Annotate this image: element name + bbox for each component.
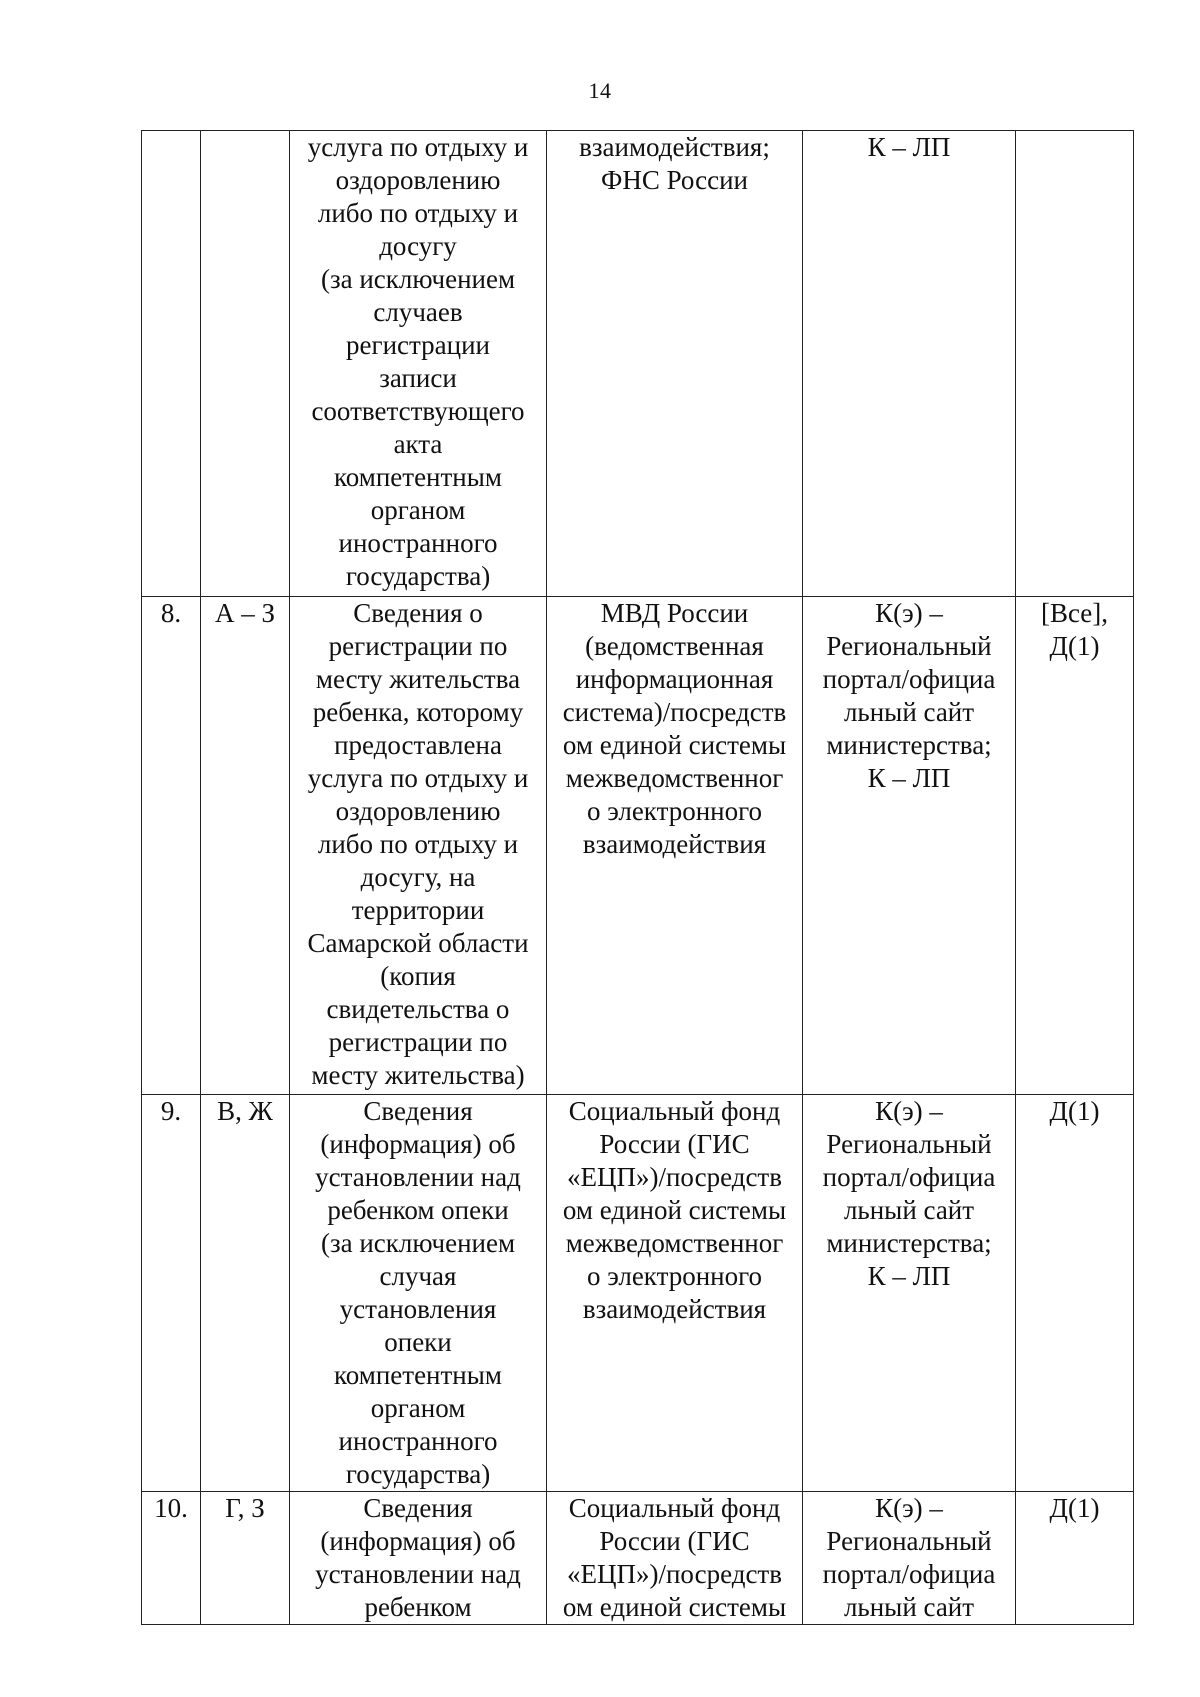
table-row <box>142 1095 1134 1492</box>
cell-text-line: министерства; <box>826 1228 992 1258</box>
cell-text-line: месту жительства <box>315 664 521 694</box>
cell-text-line: (информация) об <box>320 1526 516 1556</box>
cell-text-line: свидетельства о <box>326 994 510 1024</box>
cell-text-line: компетентным <box>334 462 502 492</box>
cell-text-line: портал/официа <box>822 1559 996 1589</box>
cell-text: В, Ж <box>217 1096 273 1126</box>
note-cell <box>1016 131 1134 597</box>
cell-text-line: Региональный <box>826 1526 992 1556</box>
submission-method-cell <box>803 131 1016 597</box>
cell-text-line: регистрации <box>346 330 490 360</box>
cell-text-line: ФНС России <box>601 165 748 195</box>
cell-text-line: ребенком опеки <box>327 1195 509 1225</box>
cell-text-line: льный сайт <box>843 697 975 727</box>
cell-text-line: опеки <box>384 1327 452 1357</box>
cell-text-line: государства) <box>345 561 491 591</box>
table-row <box>142 1492 1134 1625</box>
document-name-cell <box>290 1492 547 1625</box>
table-row <box>142 597 1134 1095</box>
cell-text-line: органом <box>370 1393 466 1423</box>
cell-text: А – З <box>214 598 276 628</box>
cell-text-line: взаимодействия; <box>579 132 770 162</box>
submission-method-cell <box>803 1095 1016 1492</box>
cell-text-line: МВД России <box>600 598 749 628</box>
cell-text-line: месту жительства) <box>311 1060 525 1090</box>
cell-text-line: Социальный фонд <box>568 1096 781 1126</box>
cell-text-line: государства) <box>345 1459 491 1489</box>
cell-text-line: территории <box>351 895 485 925</box>
note-cell <box>1016 597 1134 1095</box>
cell-text-line: установления <box>339 1294 497 1324</box>
cell-text-line: органом <box>370 495 466 525</box>
cell-text-line: установлении над <box>315 1559 521 1589</box>
table-body <box>142 131 1134 1625</box>
cell-text-line: компетентным <box>334 1360 502 1390</box>
cell-text-line: оздоровлению <box>335 165 501 195</box>
cell-text-line: услуга по отдыху и <box>307 763 529 793</box>
cell-text-line: (информация) об <box>320 1129 516 1159</box>
data-source-cell <box>547 1492 803 1625</box>
cell-text-line: льный сайт <box>843 1195 975 1225</box>
cell-text-line: иностранного <box>338 1426 498 1456</box>
cell-text-line: ом единой системы <box>562 1195 787 1225</box>
cell-text-line: соответствующего <box>311 396 525 426</box>
cell-text-line: взаимодействия <box>582 829 767 859</box>
cell-text-line: (ведомственная <box>585 631 764 661</box>
cell-text-line: К – ЛП <box>867 763 951 793</box>
cell-text-line: либо по отдыху и <box>317 198 519 228</box>
cell-text-line: Сведения <box>363 1493 473 1523</box>
cell-text-line: льный сайт <box>843 1592 975 1622</box>
row-number-cell <box>142 1492 201 1625</box>
submission-method-cell <box>803 597 1016 1095</box>
note-cell <box>1016 1492 1134 1625</box>
cell-text-line: досугу, на <box>360 862 476 892</box>
data-source-cell <box>547 131 803 597</box>
document-name-cell <box>290 131 547 597</box>
cell-text-line: (за исключением <box>320 264 516 294</box>
cell-text-line: (копия <box>380 961 456 991</box>
cell-text-line: случаев <box>373 297 463 327</box>
cell-text-line: «ЕЦП»)/посредств <box>567 1559 782 1589</box>
cell-text: 8. <box>160 598 182 628</box>
cell-text-line: Самарской области <box>307 928 529 958</box>
cell-text-line: предоставлена <box>334 730 502 760</box>
data-source-cell <box>547 597 803 1095</box>
cell-text-line: регистрации по <box>328 1027 508 1057</box>
applicant-group-cell <box>201 1492 290 1625</box>
applicant-group-cell <box>201 597 290 1095</box>
cell-text-line: случая <box>379 1261 457 1291</box>
cell-text-line: России (ГИС <box>599 1526 750 1556</box>
document-name-cell <box>290 1095 547 1492</box>
cell-text-line: межведомственног <box>565 763 784 793</box>
cell-text-line: регистрации по <box>328 631 508 661</box>
cell-text-line: межведомственног <box>565 1228 784 1258</box>
cell-text-line: [Все], <box>1040 598 1109 628</box>
data-source-cell <box>547 1095 803 1492</box>
cell-text-line: услуга по отдыху и <box>307 132 529 162</box>
applicant-group-cell <box>201 131 290 597</box>
cell-text-line: информационная <box>575 664 774 694</box>
cell-text-line: Социальный фонд <box>568 1493 781 1523</box>
cell-text-line: взаимодействия <box>582 1294 767 1324</box>
cell-text-line: записи <box>379 363 457 393</box>
cell-text-line: Д(1) <box>1049 1493 1100 1523</box>
cell-text: Г, З <box>225 1493 265 1523</box>
cell-text-line: К – ЛП <box>867 132 951 162</box>
cell-text-line: ом единой системы <box>562 730 787 760</box>
cell-text-line: портал/официа <box>822 1162 996 1192</box>
cell-text-line: о электронного <box>587 1261 762 1291</box>
cell-text-line: Д(1) <box>1049 1096 1100 1126</box>
cell-text-line: ребенком <box>364 1592 472 1622</box>
cell-text-line: (за исключением <box>320 1228 516 1258</box>
cell-text-line: Сведения о <box>353 598 483 628</box>
cell-text-line: министерства; <box>826 730 992 760</box>
cell-text-line: «ЕЦП»)/посредств <box>567 1162 782 1192</box>
note-cell <box>1016 1095 1134 1492</box>
cell-text-line: ом единой системы <box>562 1592 787 1622</box>
requirements-table <box>141 130 1134 1625</box>
cell-text-line: иностранного <box>338 528 498 558</box>
cell-text-line: Д(1) <box>1049 631 1100 661</box>
cell-text-line: Сведения <box>363 1096 473 1126</box>
cell-text-line: о электронного <box>587 796 762 826</box>
cell-text-line: ребенка, которому <box>312 697 524 727</box>
cell-text-line: оздоровлению <box>335 796 501 826</box>
row-number-cell <box>142 131 201 597</box>
submission-method-cell <box>803 1492 1016 1625</box>
cell-text-line: Региональный <box>826 1129 992 1159</box>
cell-text-line: К(э) – <box>875 1493 943 1523</box>
cell-text-line: система)/посредств <box>562 697 787 727</box>
cell-text-line: К – ЛП <box>867 1261 951 1291</box>
cell-text-line: России (ГИС <box>599 1129 750 1159</box>
cell-text-line: установлении над <box>315 1162 521 1192</box>
page-number: 14 <box>588 78 612 103</box>
cell-text: 9. <box>160 1096 182 1126</box>
document-name-cell <box>290 597 547 1095</box>
table-row <box>142 131 1134 597</box>
cell-text-line: Региональный <box>826 631 992 661</box>
applicant-group-cell <box>201 1095 290 1492</box>
cell-text-line: досугу <box>379 231 457 261</box>
row-number-cell <box>142 597 201 1095</box>
cell-text: 10. <box>154 1493 188 1523</box>
cell-text-line: портал/официа <box>822 664 996 694</box>
cell-text-line: К(э) – <box>875 1096 943 1126</box>
cell-text-line: либо по отдыху и <box>317 829 519 859</box>
cell-text-line: акта <box>393 429 443 459</box>
cell-text-line: К(э) – <box>875 598 943 628</box>
row-number-cell <box>142 1095 201 1492</box>
